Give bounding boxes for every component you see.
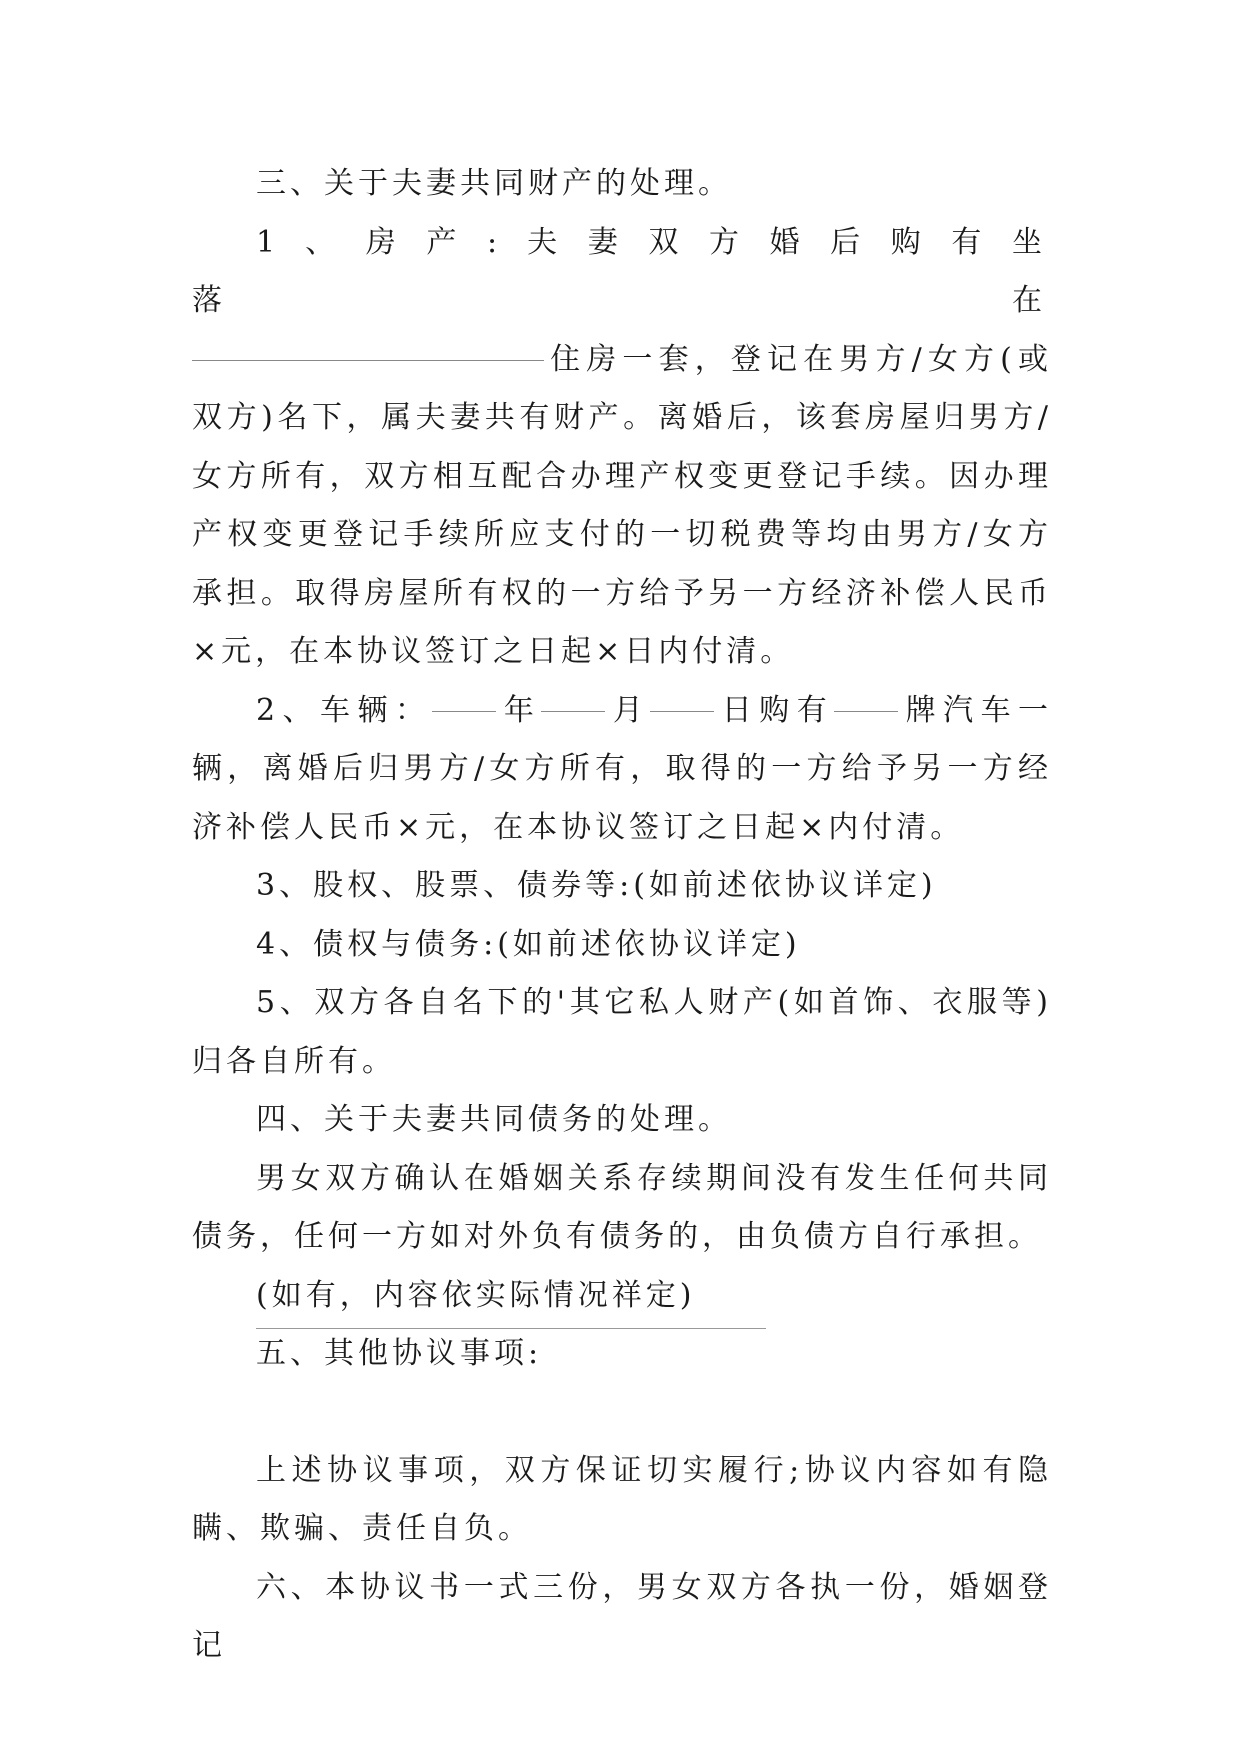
item-2-vehicle	[192, 682, 1052, 858]
brand-blank	[834, 710, 898, 712]
day-blank	[650, 710, 714, 712]
section-3-heading: 三、关于夫妻共同财产的处理。	[256, 166, 732, 201]
address-blank	[192, 359, 544, 361]
year-label: 年	[500, 692, 542, 728]
day-label: 日购有	[718, 692, 835, 728]
section-4-body: 男女双方确认在婚姻关系存续期间没有发生任何共同债务，任何一方如对外负有债务的，由负债方自行承担。	[192, 1160, 1052, 1254]
document-body	[192, 155, 1052, 1676]
other-matters-blank-line	[256, 1328, 766, 1329]
item-2-text: 牌汽车一辆，离婚后归男方/女方所有，取得的一方给予另一方经济补偿人民币×元，在本协议签订之日起×内付清。	[192, 692, 1053, 845]
blank-line-space	[192, 1384, 1052, 1442]
item-5-personal-property: 5、双方各自名下的'其它私人财产(如首饰、衣服等)归各自所有。	[192, 985, 1052, 1079]
month-blank	[541, 710, 605, 712]
month-label: 月	[609, 692, 651, 728]
item-4-debts: 4、债权与债务:(如前述依协议详定)	[256, 926, 801, 962]
section-4-note: (如有，内容依实际情况祥定)	[256, 1277, 696, 1313]
section-6: 六、本协议书一式三份，男女双方各执一份，婚姻登记	[192, 1569, 1052, 1663]
item-2-prefix: 2、车辆：	[256, 692, 433, 728]
guarantee-paragraph: 上述协议事项，双方保证切实履行;协议内容如有隐瞒、欺骗、责任自负。	[192, 1452, 1052, 1546]
year-blank	[432, 710, 496, 712]
item-1-first-line: 1 、 房 产 : 夫 妻 双 方 婚 后 购 有 坐 落 在	[192, 224, 1052, 318]
item-1-body	[192, 331, 1052, 682]
section-5-heading: 五、其他协议事项:	[256, 1336, 543, 1371]
item-1-text: 住房一套，登记在男方/女方(或双方)名下，属夫妻共有财产。离婚后，该套房屋归男方/女方所有，双方相互配合办理产权变更登记手续。因办理产权变更登记手续所应支付的一切税费等均由男方/女方承担。取得房屋所有权的一方给予另一方经济补偿人民币×元，在本协议签订之日起×日内付清。	[192, 341, 1052, 669]
section-4-heading: 四、关于夫妻共同债务的处理。	[256, 1102, 732, 1137]
item-3-equity: 3、股权、股票、债券等:(如前述依协议详定)	[256, 868, 937, 903]
